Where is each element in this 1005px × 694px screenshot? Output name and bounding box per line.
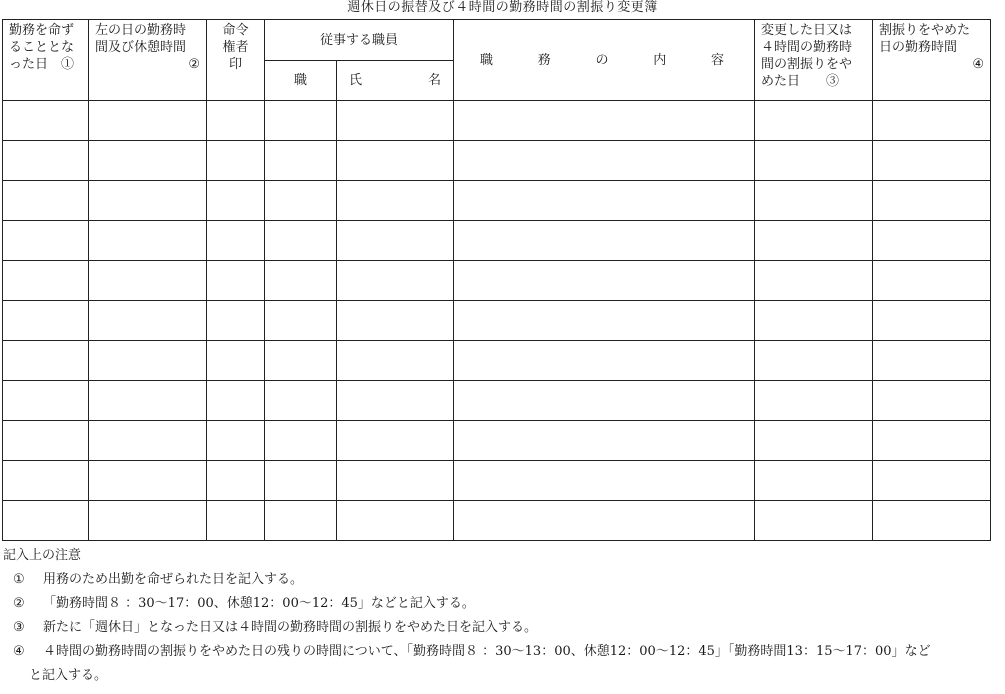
entry-cell[interactable] xyxy=(755,301,873,341)
entry-cell[interactable] xyxy=(265,101,337,141)
entry-cell[interactable] xyxy=(265,341,337,381)
entry-cell[interactable] xyxy=(3,261,89,301)
entry-cell[interactable] xyxy=(207,181,265,221)
entry-cell[interactable] xyxy=(454,141,755,181)
entry-cell[interactable] xyxy=(89,261,207,301)
entry-cell[interactable] xyxy=(454,381,755,421)
table-row xyxy=(3,101,991,141)
table-row xyxy=(3,181,991,221)
entry-cell[interactable] xyxy=(873,501,991,541)
entry-cell[interactable] xyxy=(265,301,337,341)
entry-cell[interactable] xyxy=(265,501,337,541)
header-row-1 xyxy=(3,20,991,61)
entry-cell[interactable] xyxy=(89,501,207,541)
table-row xyxy=(3,141,991,181)
entry-cell[interactable] xyxy=(337,261,454,301)
entry-cell[interactable] xyxy=(873,341,991,381)
header-staff-post: 職 xyxy=(265,61,337,101)
entry-cell[interactable] xyxy=(454,341,755,381)
entry-cell[interactable] xyxy=(454,181,755,221)
entry-cell[interactable] xyxy=(3,501,89,541)
entry-cell[interactable] xyxy=(873,221,991,261)
entry-cell[interactable] xyxy=(207,341,265,381)
entry-cell[interactable] xyxy=(265,421,337,461)
entry-cell[interactable] xyxy=(3,341,89,381)
entry-cell[interactable] xyxy=(454,261,755,301)
table-row xyxy=(3,301,991,341)
entry-cell[interactable] xyxy=(265,261,337,301)
note-text: 「勤務時間８ ：30〜17：00、休憩12：00〜12：45」などと記入する。 xyxy=(43,596,475,611)
entry-cell[interactable] xyxy=(873,261,991,301)
entry-cell[interactable] xyxy=(265,461,337,501)
entry-cell[interactable] xyxy=(3,221,89,261)
entry-cell[interactable] xyxy=(207,461,265,501)
entry-cell[interactable] xyxy=(3,461,89,501)
entry-cell[interactable] xyxy=(207,221,265,261)
entry-cell[interactable] xyxy=(207,261,265,301)
notes-heading: 記入上の注意 xyxy=(3,548,82,563)
entry-cell[interactable] xyxy=(873,381,991,421)
entry-cell[interactable] xyxy=(337,461,454,501)
entry-cell[interactable] xyxy=(337,301,454,341)
table-row xyxy=(3,261,991,301)
note-text: 用務のため出勤を命ぜられた日を記入する。 xyxy=(43,572,304,587)
entry-cell[interactable] xyxy=(265,221,337,261)
entry-cell[interactable] xyxy=(89,221,207,261)
entry-cell[interactable] xyxy=(755,261,873,301)
entry-cell[interactable] xyxy=(337,101,454,141)
entry-cell[interactable] xyxy=(89,421,207,461)
header-authority-seal: 命令 権者 印 xyxy=(207,20,265,101)
entry-cell[interactable] xyxy=(454,421,755,461)
entry-cell[interactable] xyxy=(873,421,991,461)
notes-section xyxy=(3,544,1003,688)
entry-cell[interactable] xyxy=(337,141,454,181)
entry-cell[interactable] xyxy=(337,341,454,381)
header-staff-group: 従事する職員 xyxy=(265,20,454,61)
header-changed-date: 変更した日又は ４時間の勤務時 間の割振りをや めた日 ③ xyxy=(755,20,873,101)
entry-cell[interactable] xyxy=(207,141,265,181)
table-row xyxy=(3,341,991,381)
entry-cell[interactable] xyxy=(454,501,755,541)
header-assigned-date: 勤務を命ず ることとな った日 ① xyxy=(3,20,89,101)
entry-cell[interactable] xyxy=(755,221,873,261)
entry-cell[interactable] xyxy=(873,101,991,141)
table-body xyxy=(3,101,991,541)
entry-cell[interactable] xyxy=(89,301,207,341)
entry-cell[interactable] xyxy=(454,101,755,141)
entry-cell[interactable] xyxy=(3,141,89,181)
entry-cell[interactable] xyxy=(207,501,265,541)
entry-cell[interactable] xyxy=(873,301,991,341)
entry-cell[interactable] xyxy=(207,301,265,341)
entry-cell[interactable] xyxy=(3,421,89,461)
table-row xyxy=(3,461,991,501)
entry-cell[interactable] xyxy=(89,381,207,421)
note-item xyxy=(3,640,1003,664)
entry-cell[interactable] xyxy=(337,221,454,261)
entry-cell[interactable] xyxy=(265,181,337,221)
note-mark: ③ xyxy=(13,620,25,635)
note-item xyxy=(3,568,1003,592)
entry-cell[interactable] xyxy=(454,461,755,501)
table-row xyxy=(3,221,991,261)
change-ledger-table xyxy=(2,19,991,541)
entry-cell[interactable] xyxy=(755,341,873,381)
entry-cell[interactable] xyxy=(3,101,89,141)
entry-cell[interactable] xyxy=(873,181,991,221)
entry-cell[interactable] xyxy=(454,221,755,261)
note-item xyxy=(3,616,1003,640)
entry-cell[interactable] xyxy=(755,461,873,501)
note-text: 新たに「週休日」となった日又は４時間の勤務時間の割振りをやめた日を記入する。 xyxy=(43,620,538,635)
entry-cell[interactable] xyxy=(3,301,89,341)
note-mark: ④ xyxy=(13,644,25,659)
note-continuation: と記入する。 xyxy=(29,668,108,683)
entry-cell[interactable] xyxy=(207,381,265,421)
entry-cell[interactable] xyxy=(755,101,873,141)
entry-cell[interactable] xyxy=(755,421,873,461)
header-staff-name: 氏 名 xyxy=(337,61,454,101)
page-title: 週休日の振替及び４時間の勤務時間の割振り変更簿 xyxy=(347,0,658,15)
note-item xyxy=(3,592,1003,616)
entry-cell[interactable] xyxy=(873,141,991,181)
entry-cell[interactable] xyxy=(265,381,337,421)
entry-cell[interactable] xyxy=(207,101,265,141)
table-row xyxy=(3,501,991,541)
entry-cell[interactable] xyxy=(755,141,873,181)
entry-cell[interactable] xyxy=(337,421,454,461)
entry-cell[interactable] xyxy=(3,181,89,221)
entry-cell[interactable] xyxy=(89,341,207,381)
entry-cell[interactable] xyxy=(337,381,454,421)
entry-cell[interactable] xyxy=(265,141,337,181)
note-mark: ② xyxy=(13,596,25,611)
entry-cell[interactable] xyxy=(3,381,89,421)
entry-cell[interactable] xyxy=(454,301,755,341)
entry-cell[interactable] xyxy=(755,181,873,221)
header-work-hours: 左の日の勤務時 間及び休憩時間 ② xyxy=(89,20,207,101)
entry-cell[interactable] xyxy=(207,421,265,461)
table-row xyxy=(3,381,991,421)
entry-cell[interactable] xyxy=(337,181,454,221)
entry-cell[interactable] xyxy=(89,461,207,501)
entry-cell[interactable] xyxy=(337,501,454,541)
note-mark: ① xyxy=(13,572,25,587)
entry-cell[interactable] xyxy=(89,101,207,141)
entry-cell[interactable] xyxy=(89,181,207,221)
entry-cell[interactable] xyxy=(873,461,991,501)
entry-cell[interactable] xyxy=(89,141,207,181)
note-text: ４時間の勤務時間の割振りをやめた日の残りの時間について、「勤務時間８ ：30〜13：00、休憩12：00〜12：45」「勤務時間13：15〜17：00」など xyxy=(43,644,931,659)
header-cancelled-hours: 割振りをやめた 日の勤務時間 ④ xyxy=(873,20,991,101)
entry-cell[interactable] xyxy=(755,381,873,421)
table-row xyxy=(3,421,991,461)
header-duties: 職 務 の 内 容 xyxy=(454,20,755,101)
entry-cell[interactable] xyxy=(755,501,873,541)
